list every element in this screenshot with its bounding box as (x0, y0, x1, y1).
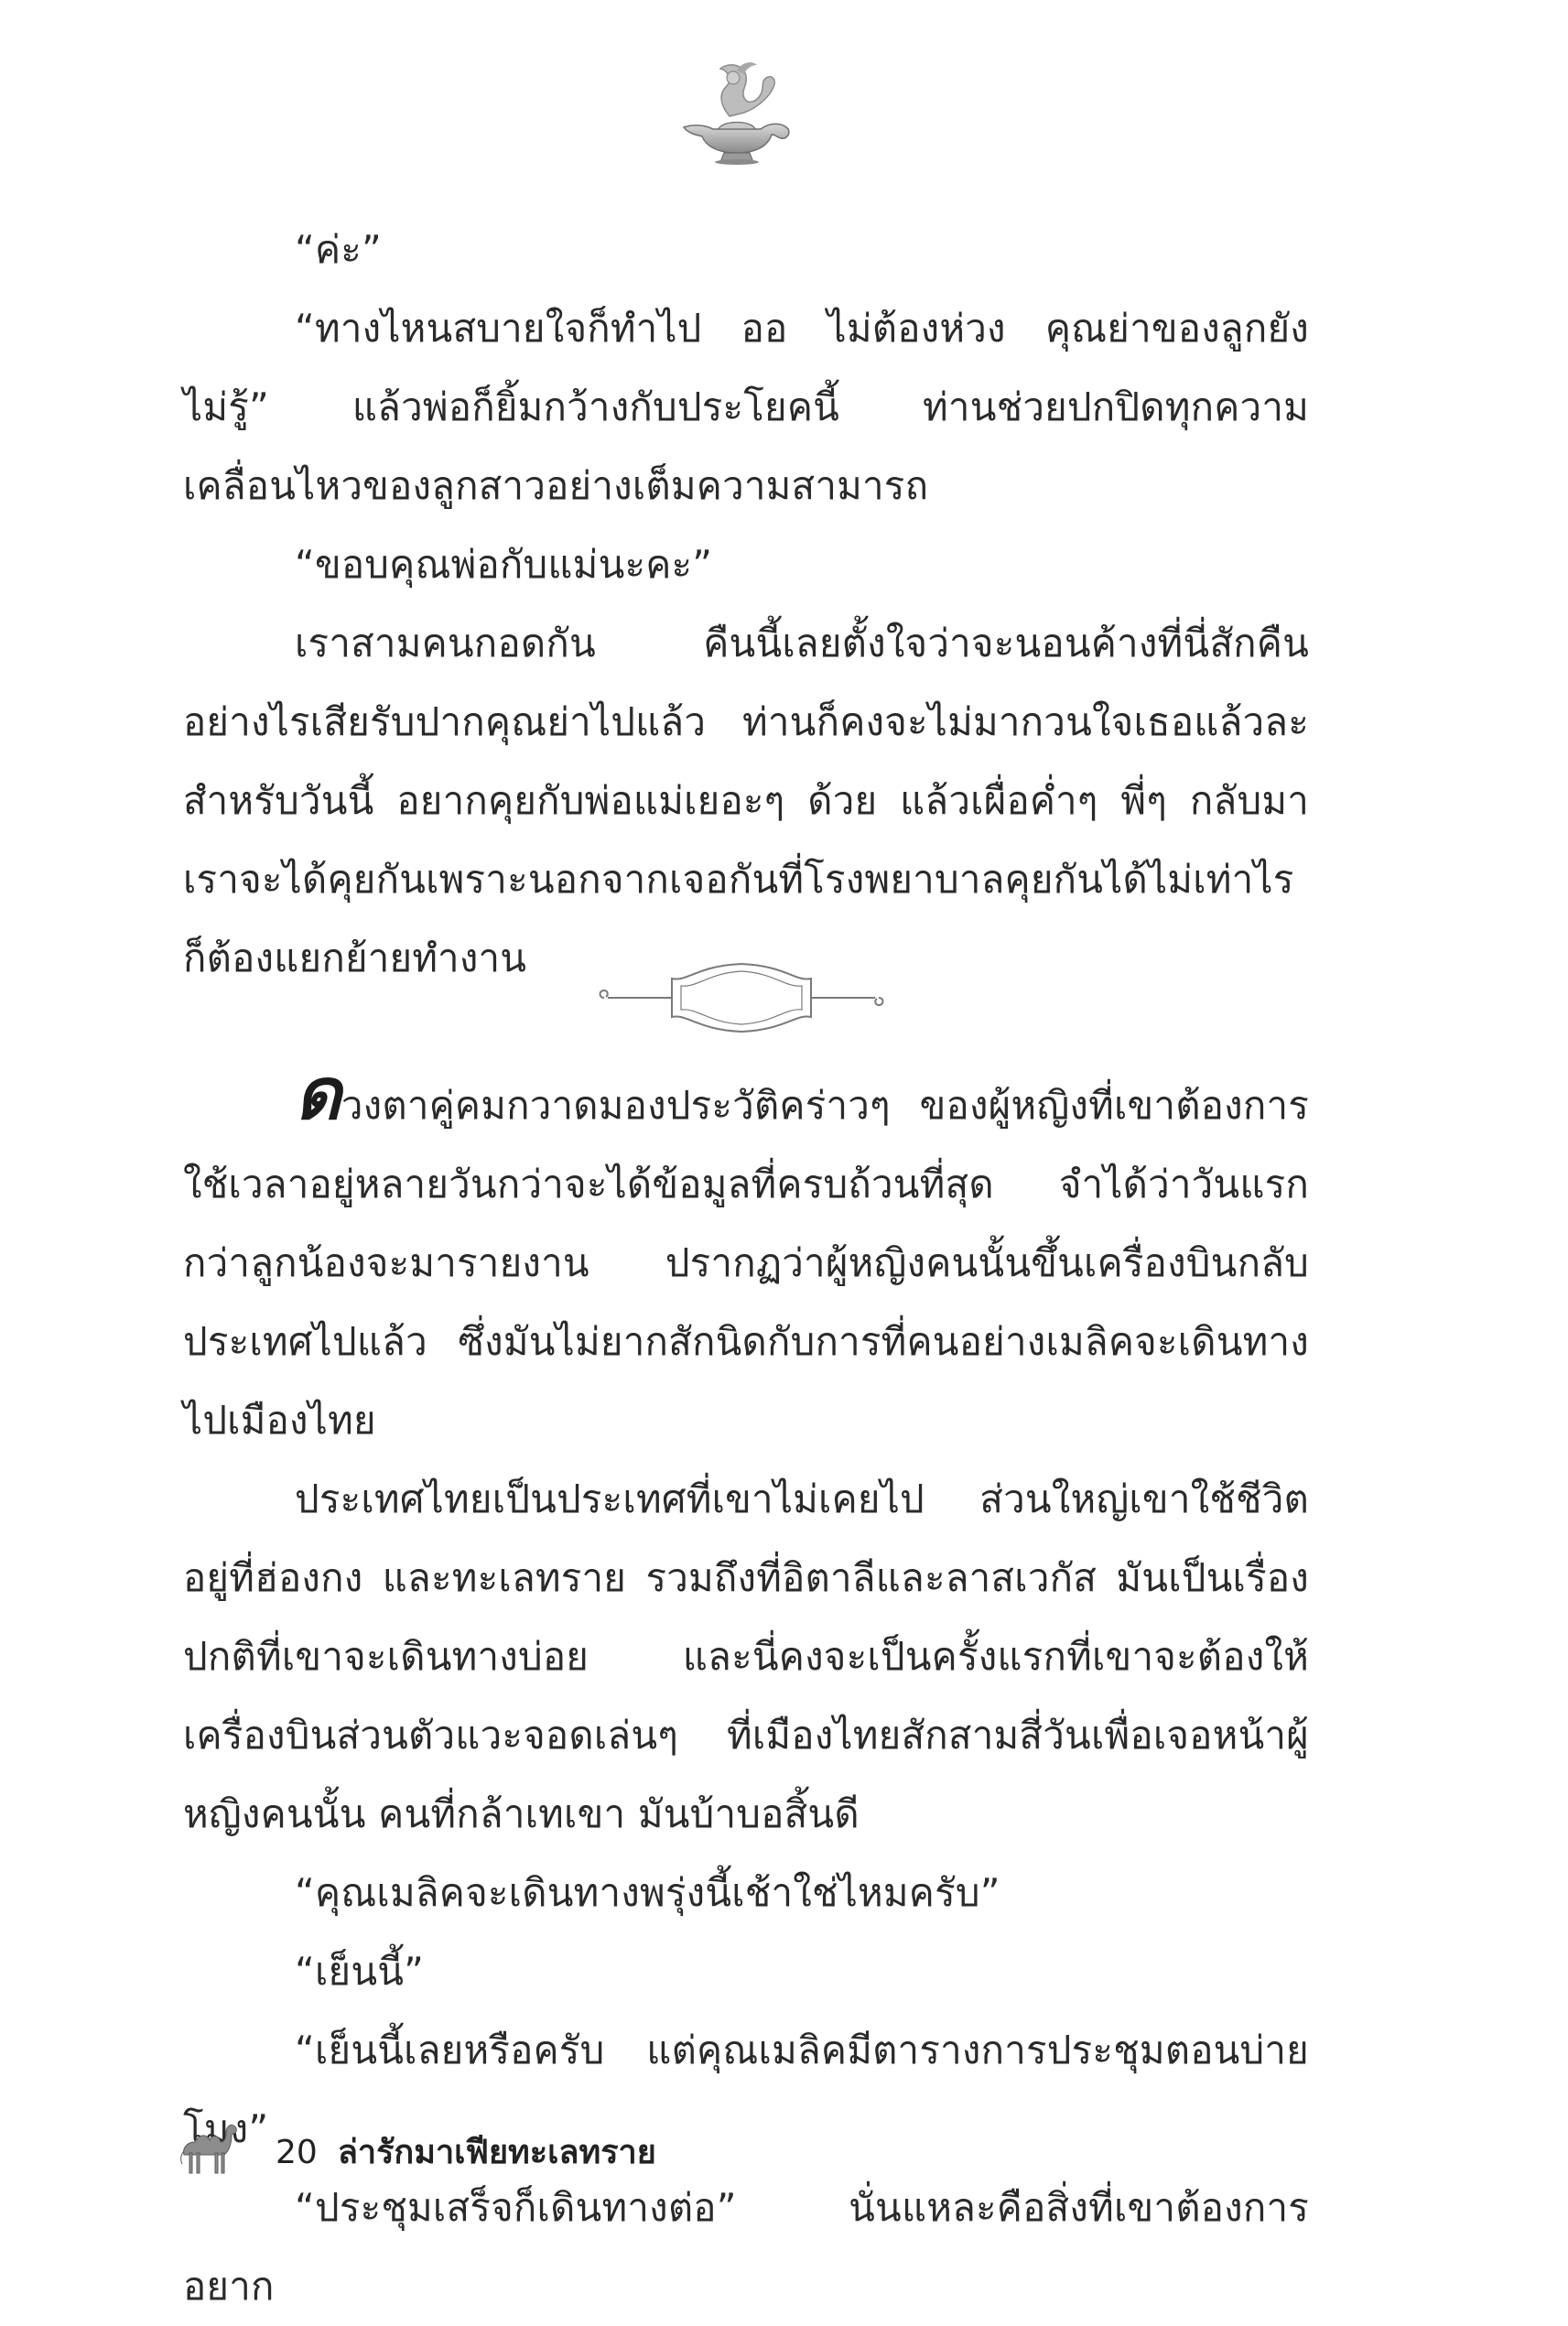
paragraph: “คุณเมลิคจะเดินทางพรุ่งนี้เช้าใช่ไหมครับ” (295, 1870, 1000, 1915)
page-footer (178, 2096, 656, 2179)
genie-lamp-icon (673, 50, 801, 169)
book-title: ล่ารักมาเฟียทะเลทราย (337, 2134, 656, 2171)
paragraph-rest: วงตาคู่คมกวาดมองประวัติคร่าวๆ ของผู้หญิงที่เขาต้องการใช้เวลาอยู่หลายวันกว่าจะได้ข้อมูลที่ครบถ้วนที่สุด จำได้ว่าวันแรกกว่าลูกน้องจะมารายงาน ปรากฏว่าผู้หญิงคนนั้นขึ้นเครื่องบินกลับประเทศไปแล้ว ซึ่งมันไม่ยากสักนิดกับการที่คนอย่างเมลิคจะเดินทางไปเมืองไทย (183, 1083, 1309, 1443)
paragraph: “ทางไหนสบายใจก็ทำไป ออ ไม่ต้องห่วง คุณย่าของลูกยังไม่รู้” แล้วพ่อก็ยิ้มกว้างกับประโยคนี้ ท่านช่วยปกปิดทุกความเคลื่อนไหวของลูกสาวอย่างเต็มความสามารถ (183, 306, 1309, 508)
paragraph: ประเทศไทยเป็นประเทศที่เขาไม่เคยไป ส่วนใหญ่เขาใช้ชีวิตอยู่ที่ฮ่องกง และทะเลทราย รวมถึงที่อิตาลีและลาสเวกัส มันเป็นเรื่องปกติที่เขาจะเดินทางบ่อย และนี่คงจะเป็นครั้งแรกที่เขาจะต้องให้เครื่องบินส่วนตัวแวะจอดเล่นๆ ที่เมืองไทยสักสามสี่วันเพื่อเจอหน้าผู้หญิงคนนั้น คนที่กล้าเทเขา มันบ้าบอสิ้นดี (183, 1477, 1309, 1836)
scroll-divider-icon (595, 957, 888, 1039)
paragraph: เราสามคนกอดกัน คืนนี้เลยตั้งใจว่าจะนอนค้างที่นี่สักคืน อย่างไรเสียรับปากคุณย่าไปแล้ว ท่านก็คงจะไม่มากวนใจเธอแล้วละสำหรับวันนี้ อยากคุยกับพ่อแม่เยอะๆ ด้วย แล้วเผื่อค่ำๆ พี่ๆ กลับมาเราจะได้คุยกันเพราะนอกจากเจอกันที่โรงพยาบาลคุยกันได้ไม่เท่าไรก็ต้องแยกย้ายทำงาน (183, 621, 1309, 980)
paragraph: “เย็นนี้” (295, 1949, 425, 1994)
paragraph-dropcap (183, 1054, 1309, 1460)
paragraph: “ประชุมเสร็จก็เดินทางต่อ” นั่นแหละคือสิ่งที่เขาต้องการ อยาก (183, 2185, 1309, 2309)
drop-cap: ด (295, 1054, 341, 1136)
paragraph: “ค่ะ” (295, 227, 382, 272)
page-number: 20 (276, 2134, 318, 2171)
camel-icon (178, 2115, 243, 2179)
section-1-text (183, 211, 1309, 998)
paragraph: “ขอบคุณพ่อกับแม่นะคะ” (295, 542, 713, 587)
paragraph: “เย็นนี้เลยหรือครับ แต่คุณเมลิคมีตารางการประชุมตอนบ่ายโมง” (183, 2028, 1309, 2151)
